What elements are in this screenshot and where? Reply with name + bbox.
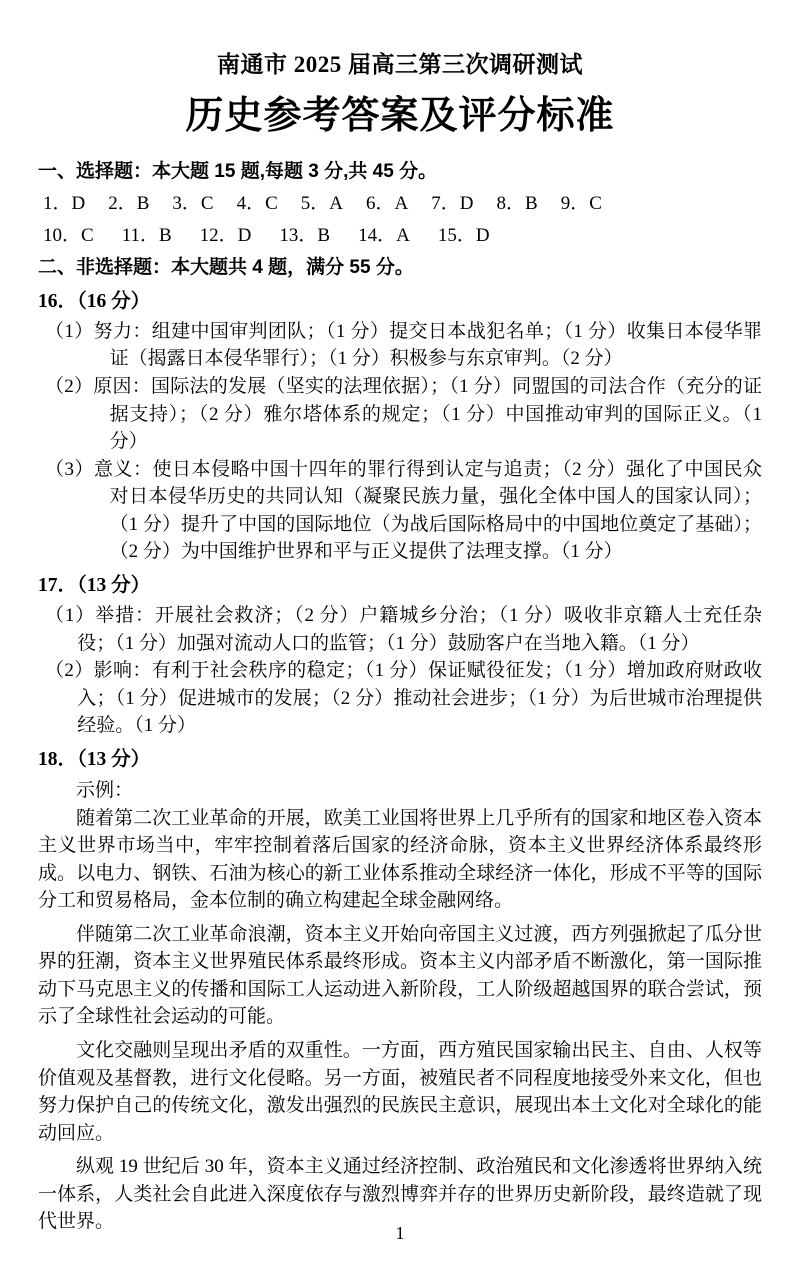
choice-answer-8: 8．B bbox=[496, 192, 538, 214]
choice-answer-11: 11．B bbox=[121, 224, 172, 246]
q18-paragraph-1: 随着第二次工业革命的开展，欧美工业国将世界上几乎所有的国家和地区卷入资本主义世界市场当中，牢牢控制着落后国家的经济命脉，资本主义世界经济体系最终形成。以电力、钢铁、石油为核心的新工业体系推动全球经济一体化，形成不平等的国际分工和贸易格局，金本位制的确立构建起全球金融网络。 bbox=[38, 807, 762, 912]
choice-answer-7: 7．D bbox=[431, 192, 474, 214]
choice-answer-12: 12．D bbox=[199, 224, 252, 246]
question-17-heading: 17．（13 分） bbox=[38, 574, 151, 596]
choice-answer-5: 5．A bbox=[300, 192, 344, 214]
q16-answer-item-1 bbox=[45, 318, 762, 373]
choice-answer-2: 2．B bbox=[108, 192, 150, 214]
q18-paragraph-2: 伴随第二次工业革命浪潮，资本主义开始向帝国主义过渡，西方列强掀起了瓜分世界的狂潮，资本主义世界殖民体系最终形成。资本主义内部矛盾不断激化，第一国际推动下马克思主义的传播和国际工人运动进入新阶段，工人阶级超越国界的联合尝试，预示了全球性社会运动的可能。 bbox=[38, 923, 762, 1028]
document-subtitle: 历史参考答案及评分标准 bbox=[185, 95, 615, 138]
page-number: 1 bbox=[395, 1222, 405, 1243]
q16-answer-item-3 bbox=[45, 456, 762, 566]
choice-answer-15: 15．D bbox=[437, 224, 490, 246]
choice-answer-6: 6．A bbox=[366, 192, 409, 214]
question-18-heading: 18．（13 分） bbox=[38, 748, 151, 770]
choice-answer-13: 13．B bbox=[279, 224, 331, 246]
q17-answer-item-2 bbox=[45, 657, 762, 740]
answer-label: （2）原因： bbox=[45, 375, 151, 397]
document-title: 南通市 2025 届高三第三次调研测试 bbox=[217, 52, 583, 77]
choice-answer-3: 3．C bbox=[172, 192, 214, 214]
answer-label: （3）意义： bbox=[45, 458, 153, 480]
answer-text: 组建中国审判团队；（1 分）提交日本战犯名单；（1 分）收集日本侵华罪证（揭露日本侵华罪行）；（1 分）积极参与东京审判。（2 分） bbox=[109, 320, 762, 370]
choice-answer-4: 4．C bbox=[236, 192, 278, 214]
q16-answer-item-2 bbox=[45, 373, 762, 456]
answer-text: 开展社会救济；（2 分）户籍城乡分治；（1 分）吸收非京籍人士充任杂役；（1 分）加强对流动人口的监管；（1 分）鼓励客户在当地入籍。（1 分） bbox=[77, 605, 762, 654]
section-1-heading: 一、选择题：本大题 15 题,每题 3 分,共 45 分。 bbox=[38, 161, 438, 183]
answer-label: （2）影响： bbox=[45, 660, 152, 682]
q18-example-label: 示例： bbox=[76, 780, 134, 802]
answer-text: 国际法的发展（坚实的法理依据）；（1 分）同盟国的司法合作（充分的证据支持）；（2 分）雅尔塔体系的规定；（1 分）中国推动审判的国际正义。（1 分） bbox=[109, 375, 762, 453]
choice-answers-row-1 bbox=[43, 190, 762, 218]
choice-answer-9: 9．C bbox=[560, 192, 602, 214]
choice-answers-row-2 bbox=[43, 222, 762, 250]
section-2-heading: 二、非选择题：本大题共 4 题，满分 55 分。 bbox=[38, 257, 414, 279]
q18-paragraph-3: 文化交融则呈现出矛盾的双重性。一方面，西方殖民国家输出民主、自由、人权等价值观及基督教，进行文化侵略。另一方面，被殖民者不同程度地接受外来文化，但也努力保护自己的传统文化，激发出强烈的民族民主意识，展现出本土文化对全球化的能动回应。 bbox=[38, 1040, 762, 1144]
answer-label: （1）举措： bbox=[45, 605, 155, 627]
choice-answer-14: 14．A bbox=[358, 224, 410, 246]
answer-text: 有利于社会秩序的稳定；（1 分）保证赋役征发；（1 分）增加政府财政收入；（1 分）促进城市的发展；（2 分）推动社会进步；（1 分）为后世城市治理提供经验。（1 分） bbox=[77, 660, 762, 737]
q18-paragraph-4: 纵观 19 世纪后 30 年，资本主义通过经济控制、政治殖民和文化渗透将世界纳入统一体系，人类社会自此进入深度依存与激烈博弈并存的世界历史新阶段，最终造就了现代世界。 bbox=[38, 1156, 762, 1233]
question-16-heading: 16．（16 分） bbox=[38, 290, 151, 312]
choice-answer-1: 1．D bbox=[43, 192, 86, 214]
choice-answer-10: 10．C bbox=[43, 224, 94, 246]
answer-label: （1）努力： bbox=[45, 320, 152, 342]
answer-text: 使日本侵略中国十四年的罪行得到认定与追责；（2 分）强化了中国民众对日本侵华历史的共同认知（凝聚民族力量，强化全体中国人的国家认同）；（1 分）提升了中国的国际地位（为战后国际格局中的中国地位奠定了基础）；（2 分）为中国维护世界和平与正义提供了法理支撑。（1 分） bbox=[109, 458, 762, 563]
q17-answer-item-1 bbox=[45, 602, 762, 657]
